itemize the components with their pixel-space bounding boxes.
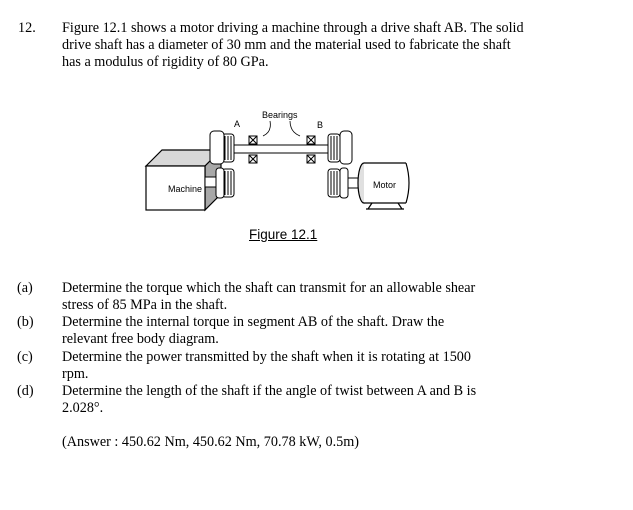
intro-line: drive shaft has a diameter of 30 mm and the material used to fabricate the shaft — [62, 37, 511, 53]
part-a-label: (a) — [17, 280, 33, 296]
machine-label: Machine — [168, 184, 203, 194]
part-line: Determine the internal torque in segment AB of the shaft. Draw the — [62, 314, 445, 330]
part-line: stress of 85 MPa in the shaft. — [62, 297, 228, 313]
answer-line: (Answer : 450.62 Nm, 450.62 Nm, 70.78 kW, 0.5m) — [62, 434, 360, 450]
part-b-label: (b) — [17, 314, 34, 330]
part-d-label: (d) — [17, 383, 34, 399]
part-line: 2.028°. — [62, 400, 104, 416]
part-c-label: (c) — [17, 349, 33, 365]
part-b-text — [62, 314, 532, 348]
point-a-label: A — [234, 119, 241, 129]
question-number: 12. — [18, 20, 36, 36]
intro-line: Figure 12.1 shows a motor driving a machine through a drive shaft AB. The solid — [62, 20, 524, 36]
part-line: Determine the length of the shaft if the angle of twist between A and B is — [62, 383, 477, 399]
part-line: relevant free body diagram. — [62, 331, 219, 347]
part-d-text — [62, 383, 532, 417]
motor-label: Motor — [373, 180, 397, 190]
figure-caption: Figure 12.1 — [249, 227, 318, 242]
part-line: Determine the torque which the shaft can transmit for an allowable shear — [62, 280, 476, 296]
part-line: Determine the power transmitted by the shaft when it is rotating at 1500 — [62, 349, 471, 365]
part-c-text — [62, 349, 532, 383]
drive-shaft — [234, 145, 328, 153]
point-b-label: B — [317, 120, 324, 130]
bearings-label: Bearings — [262, 110, 298, 120]
part-a-text — [62, 280, 532, 314]
part-line: rpm. — [62, 366, 89, 382]
intro-line: has a modulus of rigidity of 80 GPa. — [62, 54, 269, 70]
